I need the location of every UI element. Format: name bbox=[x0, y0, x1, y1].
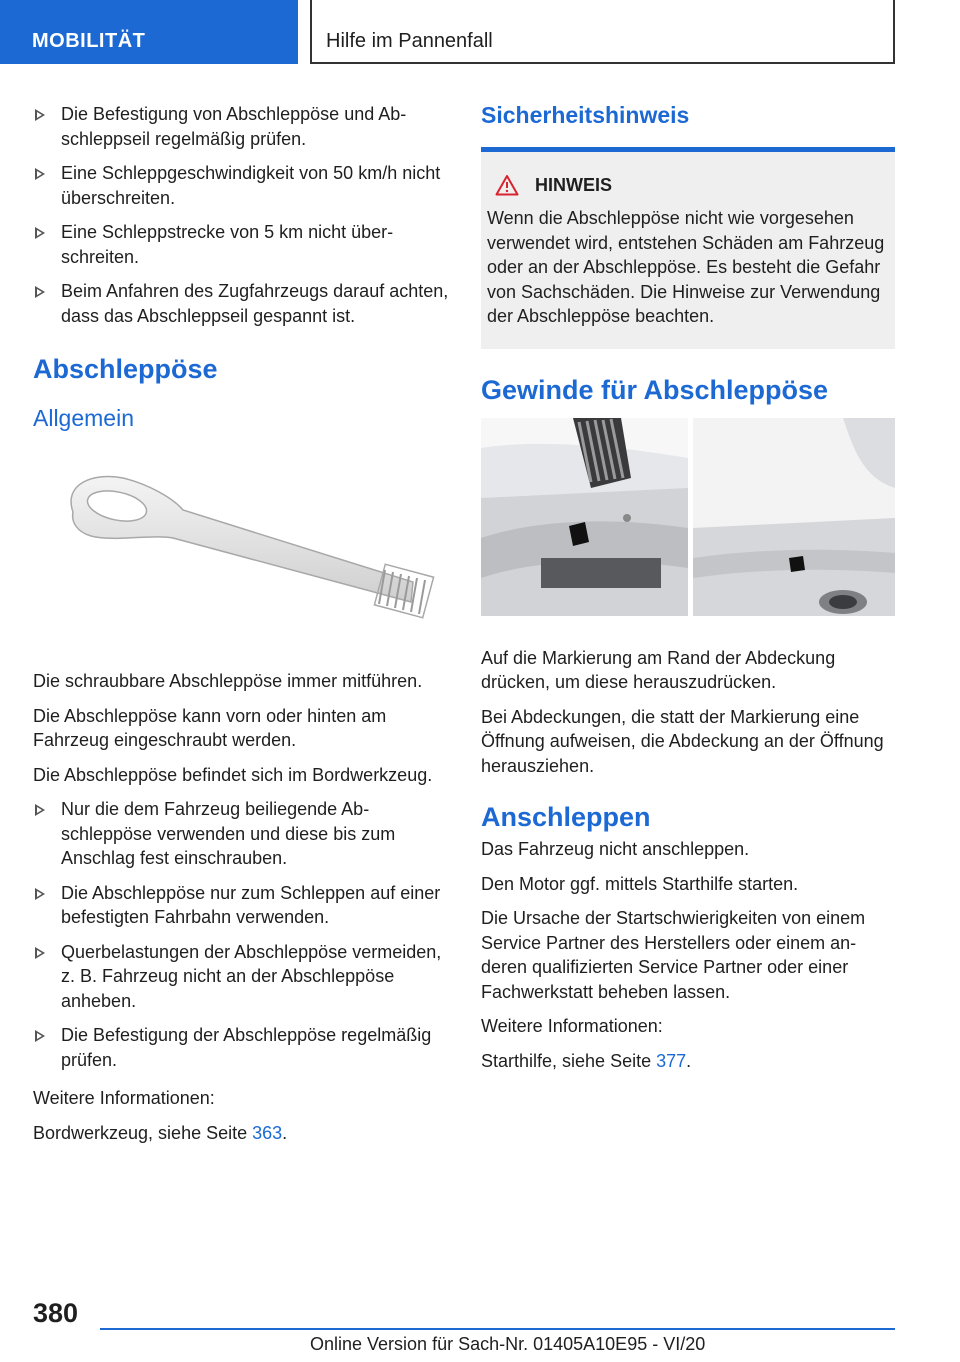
right-column bbox=[481, 102, 895, 1083]
intro-bullet-list bbox=[33, 102, 453, 328]
page-link-377[interactable]: 377 bbox=[656, 1050, 687, 1071]
chapter-title: Hilfe im Pannenfall bbox=[310, 0, 895, 64]
online-version-note: Online Version für Sach-Nr. 01405A10E95 - VI/20 bbox=[310, 1334, 706, 1354]
notice-box bbox=[481, 152, 895, 349]
car-bumper-photos bbox=[481, 418, 895, 616]
section-tab: MOBILITÄT bbox=[0, 0, 298, 64]
paragraph: Die Ursache der Startschwierigkeiten von einem Service Partner des Herstellers oder einem anderen qualifizierten Service Partner oder einer Fachwerkstatt beheben lassen. bbox=[481, 908, 866, 1002]
heading-sicherheitshinweis: Sicherheitshinweis bbox=[481, 102, 690, 128]
warning-triangle-icon bbox=[495, 174, 519, 196]
list-item: Eine Schleppgeschwindigkeit von 50 km/h nicht überschreiten. bbox=[33, 161, 453, 210]
triangle-bullet-icon bbox=[35, 804, 45, 816]
heading-anschleppen: Anschleppen bbox=[481, 802, 651, 832]
tow-hook-illustration bbox=[33, 464, 453, 634]
cross-reference: Starthilfe, siehe Seite 377. bbox=[481, 1050, 692, 1071]
paragraph: Bei Abdeckungen, die statt der Markierung eine Öffnung aufweisen, die Abdeckung an der Öffnung herausziehen. bbox=[481, 706, 884, 776]
triangle-bullet-icon bbox=[35, 286, 45, 298]
triangle-bullet-icon bbox=[35, 888, 45, 900]
list-item: Querbelastungen der Abschleppöse vermeiden, z. B. Fahrzeug nicht an der Abschleppöse anheben. bbox=[33, 940, 453, 1014]
paragraph: Die Abschleppöse befindet sich im Bordwerkzeug. bbox=[33, 764, 433, 785]
subheading-allgemein: Allgemein bbox=[33, 405, 134, 431]
paragraph: Den Motor ggf. mittels Starthilfe starten. bbox=[481, 873, 799, 894]
heading-abschleppoese: Abschleppöse bbox=[33, 354, 218, 384]
paragraph: Das Fahrzeug nicht anschleppen. bbox=[481, 839, 750, 859]
list-item: Nur die dem Fahrzeug beiliegende Abschleppöse verwenden und diese bis zum Anschlag fest einschrauben. bbox=[33, 797, 453, 871]
list-item: Die Befestigung von Abschleppöse und Abschleppseil regelmäßig prüfen. bbox=[33, 102, 453, 151]
paragraph: Die Abschleppöse kann vorn oder hinten am Fahrzeug eingeschraubt werden. bbox=[33, 705, 387, 750]
notice-label: HINWEIS bbox=[535, 174, 613, 195]
triangle-bullet-icon bbox=[35, 227, 45, 239]
more-info-label: Weitere Informationen: bbox=[33, 1088, 215, 1108]
rear-bumper-photo bbox=[693, 418, 895, 616]
heading-gewinde: Gewinde für Abschleppöse bbox=[481, 374, 829, 405]
footer-divider bbox=[100, 1328, 895, 1330]
list-item: Beim Anfahren des Zugfahrzeugs darauf achten, dass das Abschleppseil gespannt ist. bbox=[33, 279, 453, 328]
paragraph: Die schraubbare Abschleppöse immer mitführen. bbox=[33, 671, 423, 691]
usage-bullet-list bbox=[33, 797, 453, 1072]
paragraph: Auf die Markierung am Rand der Abdeckung drücken, um diese herauszudrücken. bbox=[481, 647, 836, 692]
list-item: Die Abschleppöse nur zum Schleppen auf einer befestigten Fahrbahn verwenden. bbox=[33, 881, 453, 930]
front-bumper-photo bbox=[481, 418, 688, 616]
cross-reference: Bordwerkzeug, siehe Seite 363. bbox=[33, 1122, 288, 1143]
triangle-bullet-icon bbox=[35, 168, 45, 180]
triangle-bullet-icon bbox=[35, 109, 45, 121]
page-number: 380 bbox=[33, 1298, 79, 1328]
triangle-bullet-icon bbox=[35, 947, 45, 959]
paragraph: Weitere Informationen: bbox=[481, 1016, 663, 1036]
list-item: Eine Schleppstrecke von 5 km nicht überschreiten. bbox=[33, 220, 453, 269]
list-item: Die Befestigung der Abschleppöse regelmäßig prüfen. bbox=[33, 1023, 453, 1072]
notice-header bbox=[487, 174, 885, 196]
notice-text: Wenn die Abschleppöse nicht wie vorgesehen verwendet wird, entstehen Schäden am Fahrzeug oder an der Abschleppöse. Es besteht die Gefahr von Sachschäden. Die Hinweise zur Verwendung der Abschleppöse beachten. bbox=[487, 208, 885, 326]
left-column bbox=[33, 102, 453, 1155]
triangle-bullet-icon bbox=[35, 1030, 45, 1042]
page-link-363[interactable]: 363 bbox=[252, 1122, 283, 1143]
